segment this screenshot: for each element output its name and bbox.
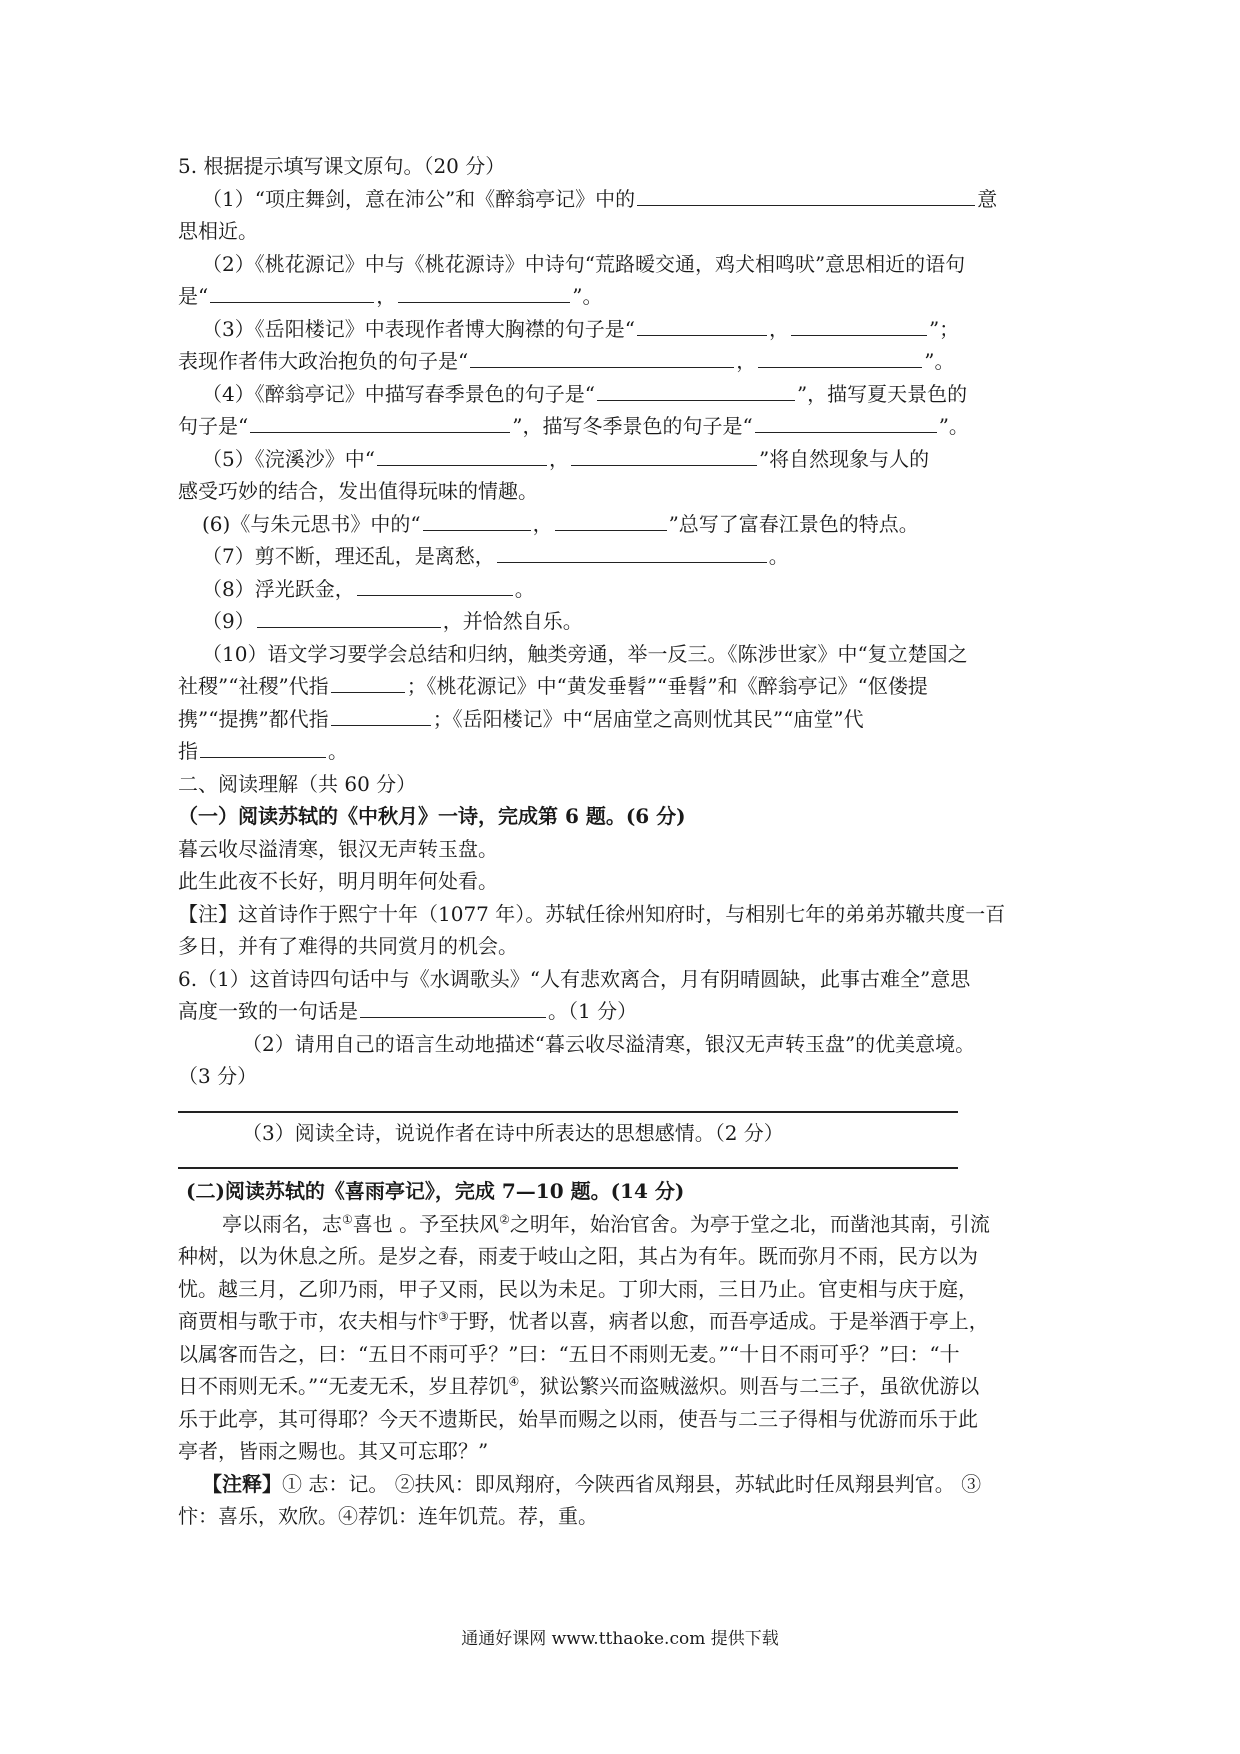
q5-item-1 bbox=[178, 183, 1078, 216]
q6-1-score: 。（1 分） bbox=[548, 999, 638, 1023]
poem-line-2: 此生此夜不长好，明月明年何处看。 bbox=[178, 869, 498, 893]
text-1a: 亭以雨名，志 bbox=[222, 1211, 342, 1236]
q5-10-text4: ；《岳阳楼记》中“居庙堂之高则忧其民”“庙堂”代 bbox=[432, 706, 864, 731]
q5-8-text: （8）浮光跃金， bbox=[202, 576, 355, 601]
q5-3-text: （3）《岳阳楼记》中表现作者博大胸襟的句子是“ bbox=[202, 316, 635, 341]
blank-5b[interactable] bbox=[571, 443, 757, 466]
text-4b: 于野，忧者以喜，病者以愈，而吾亭适成。于是举酒于亭上， bbox=[448, 1309, 989, 1333]
blank-3b[interactable] bbox=[791, 313, 927, 336]
poem-note-1: 【注】这首诗作于熙宁十年（1077 年）。苏轼任徐州知府时，与相别七年的弟弟苏辙共度一百 bbox=[178, 901, 1006, 926]
q6-2: （2）请用自己的语言生动地描述“暮云收尽溢清寒，银汉无声转玉盘”的优美意境。 bbox=[242, 1031, 976, 1056]
q5-title: 5. 根据提示填写课文原句。（20 分） bbox=[178, 154, 506, 178]
q5-item-6 bbox=[178, 508, 1078, 541]
q5-7-end: 。 bbox=[768, 544, 789, 568]
q5-4-end: ”。 bbox=[938, 414, 969, 438]
text-line-7: 乐于此亭，其可得耶？今天不遗斯民，始旱而赐之以雨，使吾与二三子得相与优游而乐于此 bbox=[178, 1406, 978, 1431]
q6-3: （3）阅读全诗，说说作者在诗中所表达的思想感情。（2 分） bbox=[242, 1120, 784, 1145]
text-1b: 喜也 。予至扶风 bbox=[352, 1211, 500, 1236]
q5-item-8 bbox=[178, 573, 1078, 606]
q5-item-2: （2）《桃花源记》中与《桃花源诗》中诗句“荒路暧交通，鸡犬相鸣吠”意思相近的语句 bbox=[202, 251, 966, 276]
notes-line-1 bbox=[178, 1468, 1078, 1501]
blank-6-1[interactable] bbox=[360, 995, 546, 1018]
q5-2-comma: ， bbox=[376, 284, 397, 308]
q6-1-cont bbox=[178, 995, 1078, 1028]
text-4a: 商贾相与歌于市，农夫相与忭 bbox=[178, 1309, 438, 1333]
q5-4-text: （4）《醉翁亭记》中描写春季景色的句子是“ bbox=[202, 381, 595, 406]
q5-1-text: （1）“项庄舞剑，意在沛公”和《醉翁亭记》中的 bbox=[202, 186, 636, 211]
q5-item-10-cont2 bbox=[178, 703, 1078, 736]
blank-5a[interactable] bbox=[377, 443, 547, 466]
q5-item-3 bbox=[178, 313, 1078, 346]
q6-1: 6.（1）这首诗四句话中与《水调歌头》“人有悲欢离合，月有阴晴圆缺，此事古难全”意思 bbox=[178, 966, 971, 991]
q6-1-text: 高度一致的一句话是 bbox=[178, 999, 358, 1023]
q5-4-text3: 句子是“ bbox=[178, 414, 249, 438]
section-2-title: 二、阅读理解（共 60 分） bbox=[178, 771, 417, 796]
blank-3c[interactable] bbox=[470, 345, 734, 368]
blank-3a[interactable] bbox=[637, 313, 767, 336]
note-ref-2: ② bbox=[499, 1211, 510, 1226]
blank-10a[interactable] bbox=[331, 670, 405, 693]
q5-3-text2: 表现作者伟大政治抱负的句子是“ bbox=[178, 349, 469, 373]
notes-text-1: ① 志：记。 ②扶风：即凤翔府，今陕西省凤翔县，苏轼此时任凤翔县判官。 ③ bbox=[282, 1471, 982, 1496]
q5-5-text: （5）《浣溪沙》中“ bbox=[202, 446, 375, 471]
text-line-3: 忧。越三月，乙卯乃雨，甲子又雨，民以为未足。丁卯大雨，三日乃止。官吏相与庆于庭， bbox=[178, 1276, 978, 1301]
notes-line-2: 忭：喜乐，欢欣。④荐饥：连年饥荒。荐，重。 bbox=[178, 1504, 598, 1528]
notes-label: 【注释】 bbox=[202, 1471, 282, 1496]
q5-item-10-cont3 bbox=[178, 735, 1078, 768]
poem-line-1: 暮云收尽溢清寒，银汉无声转玉盘。 bbox=[178, 836, 498, 861]
q5-item-4-cont bbox=[178, 410, 1078, 443]
text-line-4 bbox=[178, 1305, 1078, 1338]
q6-2-score: （3 分） bbox=[178, 1064, 258, 1088]
blank-4c[interactable] bbox=[755, 410, 937, 433]
text-6b: ，狱讼繁兴而盗贼滋炽。则吾与二三子，虽欲优游以 bbox=[519, 1374, 980, 1398]
q5-10-text1: 社稷”“社稷”代指 bbox=[178, 674, 329, 698]
q5-10-text3: 携”“提携”都代指 bbox=[178, 706, 329, 731]
blank-4b[interactable] bbox=[250, 410, 510, 433]
q5-item-1-cont: 思相近。 bbox=[178, 219, 258, 243]
blank-10c[interactable] bbox=[200, 735, 326, 758]
q5-10-text2: ；《桃花源记》中“黄发垂髫”“垂髫”和《醉翁亭记》“伛偻提 bbox=[406, 674, 928, 698]
q5-item-2-cont bbox=[178, 280, 1078, 313]
q5-item-5-cont: 感受巧妙的结合，发出值得玩味的情趣。 bbox=[178, 479, 538, 503]
text-1c: 之明年，始治官舍。为亭于堂之北，而凿池其南，引流 bbox=[509, 1211, 990, 1236]
q5-item-10-cont1 bbox=[178, 670, 1078, 703]
footer-source: 通通好课网 www.tthaoke.com 提供下载 bbox=[461, 1629, 779, 1649]
blank-1[interactable] bbox=[637, 183, 975, 206]
text-6a: 日不雨则无禾。”“无麦无禾，岁且荐饥 bbox=[178, 1374, 509, 1398]
text-line-6 bbox=[178, 1370, 1078, 1403]
blank-6a[interactable] bbox=[423, 508, 531, 531]
q5-item-10: （10）语文学习要学会总结和归纳，触类旁通，举一反三。《陈涉世家》中“复立楚国之 bbox=[202, 641, 968, 666]
blank-6b[interactable] bbox=[555, 508, 667, 531]
q5-2-text: 是“ bbox=[178, 284, 209, 308]
q5-5-text2: ”将自然现象与人的 bbox=[758, 446, 930, 471]
part1-title: （一）阅读苏轼的《中秋月》一诗，完成第 6 题。(6 分) bbox=[178, 804, 686, 828]
blank-10b[interactable] bbox=[331, 703, 431, 726]
text-line-1 bbox=[178, 1208, 1078, 1241]
q5-9-end: ，并恰然自乐。 bbox=[442, 609, 583, 633]
worksheet-page bbox=[178, 150, 1078, 1533]
q5-9-text: （9） bbox=[202, 609, 255, 633]
blank-4a[interactable] bbox=[597, 378, 795, 401]
blank-2b[interactable] bbox=[398, 280, 570, 303]
q5-item-4 bbox=[178, 378, 1078, 411]
q5-3-end: ”； bbox=[928, 316, 960, 341]
text-line-8: 亭者，皆雨之赐也。其又可忘耶？” bbox=[178, 1439, 489, 1463]
blank-9[interactable] bbox=[257, 605, 441, 628]
q5-item-5 bbox=[178, 443, 1078, 476]
q5-6-text: (6)《与朱元思书》中的“ bbox=[202, 511, 421, 536]
q5-3-comma2: ， bbox=[736, 349, 757, 373]
q5-2-end: ”。 bbox=[572, 284, 603, 308]
note-ref-1: ① bbox=[342, 1211, 353, 1226]
blank-8[interactable] bbox=[357, 573, 513, 596]
blank-2a[interactable] bbox=[210, 280, 374, 303]
text-line-5: 以属客而告之，曰：“五日不雨可乎？”曰：“五日不雨则无麦。”“十日不雨可乎？”曰：“十 bbox=[178, 1341, 960, 1366]
q5-6-comma: ， bbox=[532, 511, 553, 536]
q5-3-end2: ”。 bbox=[924, 349, 955, 373]
q5-8-end: 。 bbox=[514, 576, 535, 601]
q5-4-text4: ”，描写冬季景色的句子是“ bbox=[512, 414, 753, 438]
q5-7-text: （7）剪不断，理还乱，是离愁， bbox=[202, 544, 495, 568]
part2-title: (二)阅读苏轼的《喜雨亭记》，完成 7—10 题。(14 分) bbox=[186, 1179, 685, 1203]
note-ref-3: ③ bbox=[438, 1309, 449, 1324]
q5-6-text2: ”总写了富春江景色的特点。 bbox=[668, 511, 919, 536]
blank-7[interactable] bbox=[497, 540, 767, 563]
blank-3d[interactable] bbox=[758, 345, 922, 368]
q5-item-7 bbox=[178, 540, 1078, 573]
q5-1-text-end: 意 bbox=[977, 186, 998, 211]
q5-item-3-cont bbox=[178, 345, 1078, 378]
answer-line-6-3[interactable] bbox=[178, 1167, 958, 1169]
text-line-2: 种树，以为休息之所。是岁之春，雨麦于岐山之阳，其占为有年。既而弥月不雨，民方以为 bbox=[178, 1244, 978, 1268]
note-ref-4: ④ bbox=[508, 1374, 520, 1389]
poem-note-2: 多日，并有了难得的共同赏月的机会。 bbox=[178, 934, 518, 958]
q5-10-end: 。 bbox=[328, 739, 348, 763]
q5-4-text2: ”，描写夏天景色的 bbox=[796, 381, 968, 406]
answer-line-6-2[interactable] bbox=[178, 1111, 958, 1113]
q5-3-comma: ， bbox=[768, 316, 789, 341]
q5-5-comma: ， bbox=[548, 446, 569, 471]
q5-item-9 bbox=[178, 605, 1078, 638]
q5-10-text5: 指 bbox=[178, 739, 198, 763]
